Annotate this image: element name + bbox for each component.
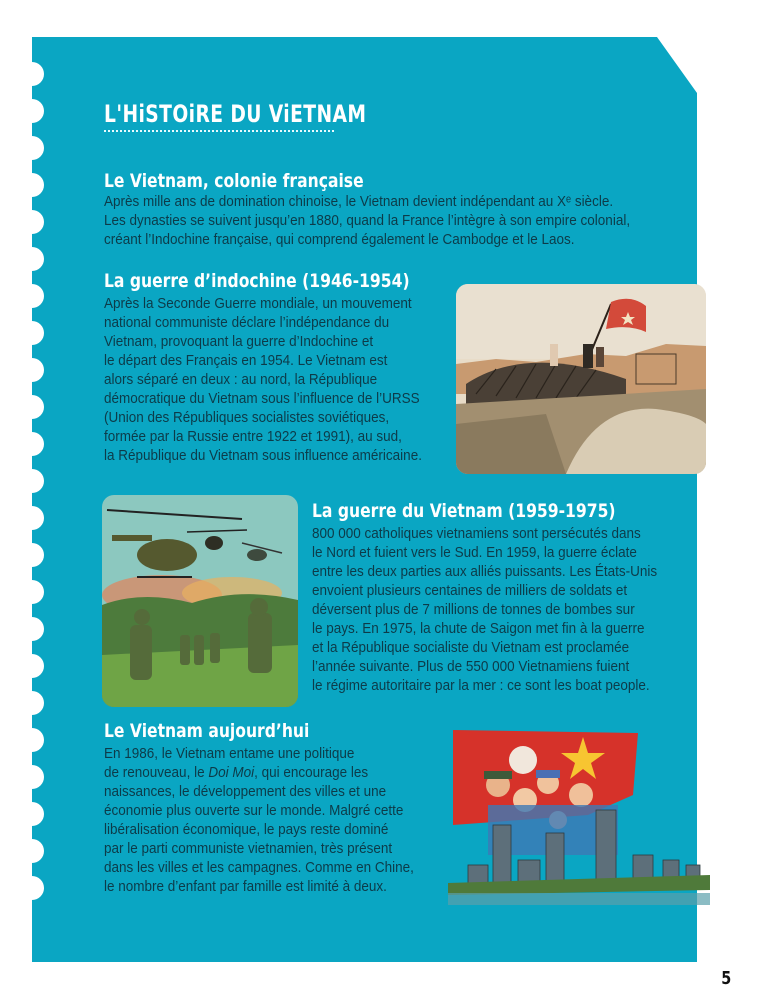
binding-hole bbox=[20, 506, 44, 530]
text-line: l’année suivante. Plus de 550 000 Vietnamiens fuient bbox=[312, 658, 630, 675]
propaganda-skyline-icon bbox=[448, 725, 710, 910]
section-text-indochine bbox=[104, 294, 422, 465]
text-line: libéralisation économique, le pays reste dominé bbox=[104, 821, 389, 838]
binding-hole bbox=[20, 358, 44, 382]
binding-hole bbox=[20, 580, 44, 604]
text-line: le départ des Français en 1954. Le Vietnam est bbox=[104, 352, 388, 369]
section-text-vietnam-war bbox=[312, 524, 657, 695]
section-heading-vietnam-war: La guerre du Vietnam (1959-1975) bbox=[312, 500, 616, 522]
helicopter-soldiers-icon bbox=[102, 495, 298, 707]
binding-hole bbox=[20, 765, 44, 789]
text-line: formée par la Russie entre 1922 et 1991), au sud, bbox=[104, 428, 402, 445]
text-line: le pays. En 1975, la chute de Saigon met fin à la guerre bbox=[312, 620, 645, 637]
text-line: le Nord et fuient vers le Sud. En 1959, la guerre éclate bbox=[312, 544, 637, 561]
text-line: démocratique du Vietnam sous l’influence de l’URSS bbox=[104, 390, 420, 407]
text-line: de renouveau, le Doi Moi, qui encourage les bbox=[104, 764, 369, 781]
text-line: le nombre d’enfant par famille est limité à deux. bbox=[104, 878, 387, 895]
title-dotted-underline bbox=[104, 130, 334, 132]
binding-hole bbox=[20, 432, 44, 456]
flag-raising-illustration bbox=[456, 284, 706, 474]
section-heading-indochine: La guerre d’indochine (1946-1954) bbox=[104, 270, 410, 292]
text-line: créant l’Indochine française, qui comprend également le Cambodge et le Laos. bbox=[104, 231, 575, 248]
binding-hole bbox=[20, 284, 44, 308]
text-line: entre les deux parties aux alliés puissants. Les États-Unis bbox=[312, 563, 658, 580]
text-line: le régime autoritaire par la mer : ce sont les boat people. bbox=[312, 677, 650, 694]
text-line: Après mille ans de domination chinoise, le Vietnam devient indépendant au Xᵉ siècle. bbox=[104, 193, 614, 210]
section-heading-colonie: Le Vietnam, colonie française bbox=[104, 170, 364, 192]
binding-hole bbox=[20, 173, 44, 197]
binding-hole bbox=[20, 691, 44, 715]
binding-hole bbox=[20, 876, 44, 900]
spiral-binding-edge bbox=[20, 62, 46, 902]
binding-hole bbox=[20, 210, 44, 234]
section-text-today bbox=[104, 744, 414, 896]
binding-hole bbox=[20, 247, 44, 271]
section-text-colonie bbox=[104, 192, 630, 249]
italic-term: Doi Moi bbox=[208, 764, 255, 781]
binding-hole bbox=[20, 395, 44, 419]
binding-hole bbox=[20, 728, 44, 752]
flag-raising-icon bbox=[456, 284, 706, 474]
binding-hole bbox=[20, 654, 44, 678]
text-line: déversent plus de 7 millions de tonnes de bombes sur bbox=[312, 601, 635, 618]
text-line: (Union des Républiques socialistes soviétiques, bbox=[104, 409, 390, 426]
text-line: naissances, le développement des villes et une bbox=[104, 783, 387, 800]
text-line: par le parti communiste vietnamien, très présent bbox=[104, 840, 393, 857]
page-number: 5 bbox=[721, 968, 732, 989]
text-line: 800 000 catholiques vietnamiens sont persécutés dans bbox=[312, 525, 641, 542]
text-line: envoient plusieurs centaines de milliers de soldats et bbox=[312, 582, 628, 599]
binding-hole bbox=[20, 469, 44, 493]
binding-hole bbox=[20, 839, 44, 863]
binding-hole bbox=[20, 543, 44, 567]
text-line: Vietnam, provoquant la guerre d’Indochine et bbox=[104, 333, 374, 350]
binding-hole bbox=[20, 802, 44, 826]
text-line: et la République socialiste du Vietnam est proclamée bbox=[312, 639, 630, 656]
text-line: alors séparé en deux : au nord, la République bbox=[104, 371, 378, 388]
binding-hole bbox=[20, 136, 44, 160]
binding-hole bbox=[20, 62, 44, 86]
text-line: la République du Vietnam sous influence américaine. bbox=[104, 447, 422, 464]
page-title: L'HiSTOiRE DU ViETNAM bbox=[104, 100, 367, 128]
text-line: dans les villes et les campagnes. Comme en Chine, bbox=[104, 859, 414, 876]
modern-vietnam-illustration bbox=[448, 725, 710, 910]
binding-hole bbox=[20, 99, 44, 123]
text-line: En 1986, le Vietnam entame une politique bbox=[104, 745, 355, 762]
text-line: économie plus ouverte sur le monde. Malgré cette bbox=[104, 802, 404, 819]
binding-hole bbox=[20, 321, 44, 345]
text-line: national communiste déclare l’indépendance du bbox=[104, 314, 390, 331]
text-line: Les dynasties se suivent jusqu’en 1880, quand la France l’intègre à son empire colonial, bbox=[104, 212, 631, 229]
section-heading-today: Le Vietnam aujourd’hui bbox=[104, 720, 310, 742]
vietnam-war-illustration bbox=[102, 495, 298, 707]
binding-hole bbox=[20, 617, 44, 641]
text-line: Après la Seconde Guerre mondiale, un mouvement bbox=[104, 295, 412, 312]
